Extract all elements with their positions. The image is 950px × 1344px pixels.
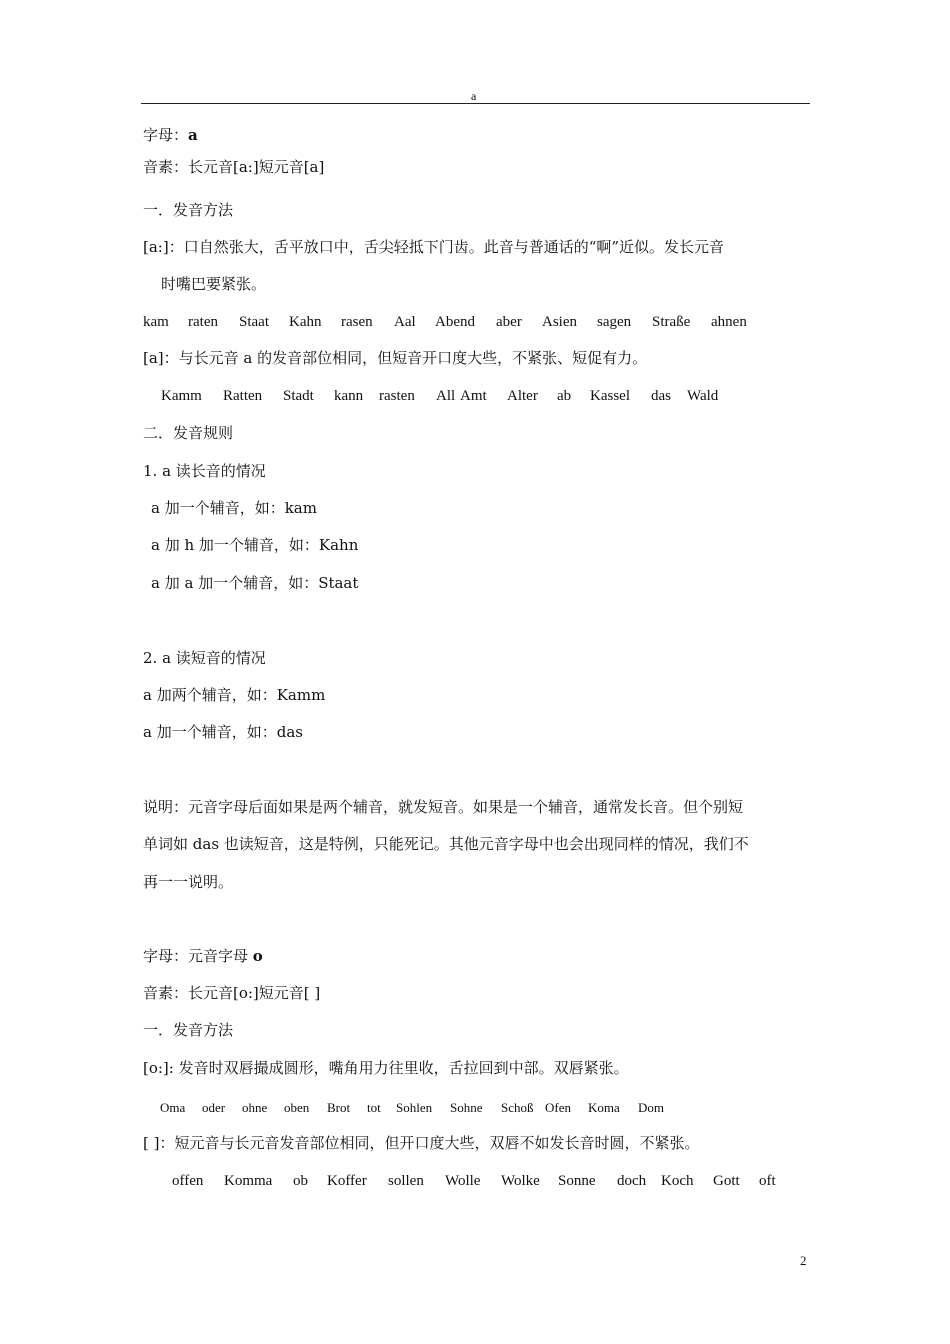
short-vowel-word-list (172, 1171, 776, 1191)
word: Koma (588, 1100, 620, 1115)
word: offen (172, 1173, 204, 1189)
word: Sohlen (396, 1100, 433, 1115)
word: Dom (638, 1100, 664, 1115)
page-number: 2 (800, 1253, 807, 1268)
rule-1-item: a 加 h 加一个辅音，如：Kahn (151, 536, 359, 554)
word: Gott (713, 1173, 740, 1189)
word: Kahn (289, 314, 322, 330)
rule-2-item: a 加一个辅音，如：das (143, 723, 303, 741)
rules-title: 二．发音规则 (143, 424, 234, 442)
word: Wolke (501, 1173, 540, 1189)
letter-heading-a (143, 125, 198, 145)
rule-1-item: a 加一个辅音，如：kam (151, 499, 317, 517)
phoneme-line: 音素：长元音[o:]短元音[ ] (143, 984, 321, 1002)
header-rule (141, 103, 810, 104)
word: ob (293, 1173, 308, 1189)
word: Straße (652, 314, 691, 330)
word: Wald (687, 388, 719, 404)
word: das (651, 388, 671, 404)
letter-value: o (252, 947, 263, 965)
word: raten (188, 314, 218, 330)
word: doch (617, 1173, 647, 1189)
word: ab (557, 388, 572, 404)
note-paragraph-line: 再一一说明。 (143, 873, 234, 891)
word: kann (334, 388, 364, 404)
long-vowel-desc: [o:]: 发音时双唇撮成圆形，嘴角用力往里收，舌拉回到中部。双唇紧张。 (143, 1059, 629, 1077)
method-title: 一．发音方法 (143, 201, 234, 219)
word: Asien (542, 314, 577, 330)
short-vowel-desc: [a]：与长元音 a 的发音部位相同，但短音开口度大些，不紧张、短促有力。 (143, 349, 648, 367)
word: Koffer (327, 1173, 367, 1189)
word: Ratten (223, 388, 263, 404)
short-vowel-desc: [ ]：短元音与长元音发音部位相同，但开口度大些，双唇不如发长音时圆，不紧张。 (143, 1134, 700, 1152)
word: Amt (460, 388, 487, 404)
word: All (436, 388, 456, 404)
word: Oma (160, 1100, 186, 1115)
word: kam (143, 314, 169, 330)
word: ahnen (711, 314, 747, 330)
letter-heading-o (143, 946, 263, 966)
method-title: 一．发音方法 (143, 1021, 234, 1039)
word: Staat (239, 314, 269, 330)
word: Sonne (558, 1173, 596, 1189)
word: aber (496, 314, 522, 330)
word: Koch (661, 1173, 694, 1189)
phoneme-line: 音素：长元音[a:]短元音[a] (143, 158, 325, 176)
word: Stadt (283, 388, 314, 404)
letter-label: 字母： (143, 126, 189, 144)
word: sagen (597, 314, 632, 330)
long-vowel-desc: [a:]：口自然张大，舌平放口中，舌尖轻抵下门齿。此音与普通话的“啊”近似。发长元音 (143, 238, 725, 256)
word: oft (759, 1173, 776, 1189)
rule-1-item: a 加 a 加一个辅音，如：Staat (151, 574, 359, 592)
note-paragraph-line: 单词如 das 也读短音，这是特例，只能死记。其他元音字母中也会出现同样的情况，我们不 (143, 835, 749, 853)
long-vowel-word-list (143, 312, 747, 332)
word: Kamm (161, 388, 202, 404)
note-paragraph-line: 说明：元音字母后面如果是两个辅音，就发短音。如果是一个辅音，通常发长音。但个别短 (143, 798, 744, 816)
word: Brot (327, 1100, 351, 1115)
word: sollen (388, 1173, 424, 1189)
word: Aal (394, 314, 416, 330)
word: Abend (435, 314, 475, 330)
letter-label: 字母：元音字母 (143, 947, 253, 965)
word: ohne (242, 1100, 268, 1115)
rule-2-item: a 加两个辅音，如：Kamm (143, 686, 326, 704)
word: Kassel (590, 388, 630, 404)
running-header: a (471, 89, 477, 103)
long-vowel-word-list (160, 1098, 664, 1118)
word: Schoß (501, 1100, 534, 1115)
word: tot (367, 1100, 381, 1115)
word: Sohne (450, 1100, 483, 1115)
word: Komma (224, 1173, 273, 1189)
word: rasten (379, 388, 415, 404)
letter-value: a (188, 126, 198, 144)
word: Ofen (545, 1100, 571, 1115)
word: rasen (341, 314, 373, 330)
rule-2-title: 2. a 读短音的情况 (143, 649, 266, 667)
long-vowel-desc-cont: 时嘴巴要紧张。 (161, 275, 267, 293)
word: oben (284, 1100, 310, 1115)
word: Alter (507, 388, 538, 404)
rule-1-title: 1. a 读长音的情况 (143, 462, 266, 480)
word: Wolle (445, 1173, 481, 1189)
short-vowel-word-list (161, 386, 718, 406)
word: oder (202, 1100, 226, 1115)
